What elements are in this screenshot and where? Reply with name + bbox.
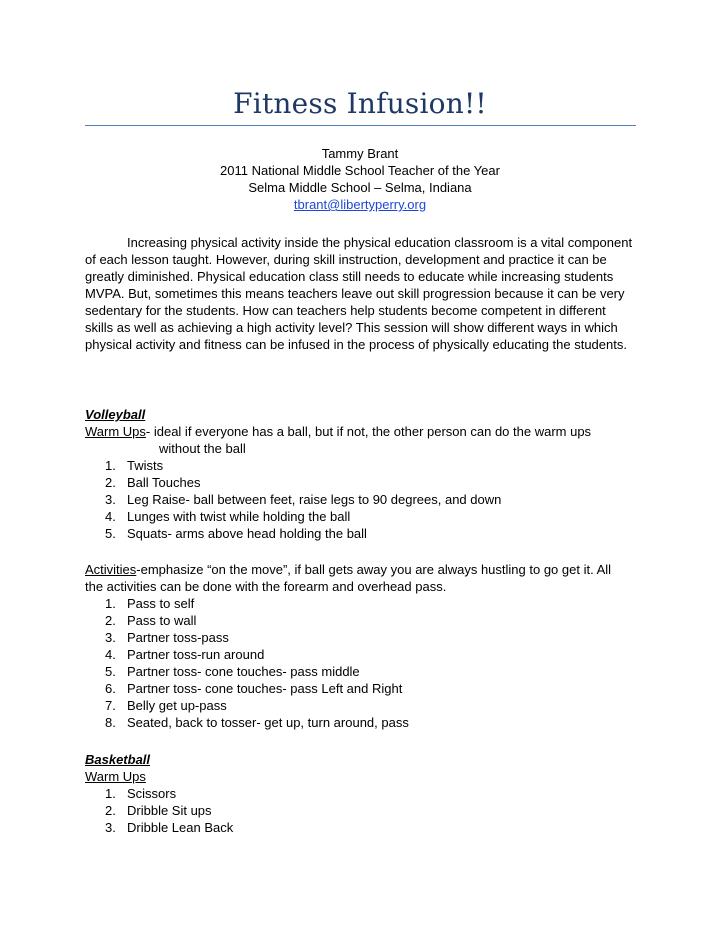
list-item: Pass to wall [127,613,197,628]
intro-line: sedentary for the students. How can teachers help students become competent in different [85,303,606,318]
title-underline-rule [85,125,636,126]
intro-line: skills as well as achieving a high activity level? This session will show different ways in which [85,320,618,335]
volleyball-activities-line [85,561,611,578]
list-number: 5. [105,664,116,679]
list-number: 3. [105,820,116,835]
list-item: Leg Raise- ball between feet, raise legs to 90 degrees, and down [127,492,502,507]
author-school: Selma Middle School – Selma, Indiana [248,180,472,195]
list-item: Partner toss-run around [127,647,265,662]
list-number: 2. [105,803,116,818]
list-item: Belly get up-pass [127,698,227,713]
list-number: 1. [105,786,116,801]
volleyball-heading: Volleyball [85,407,146,422]
list-item: Partner toss- cone touches- pass Left and Right [127,681,403,696]
list-number: 6. [105,681,116,696]
intro-line: Increasing physical activity inside the physical education classroom is a vital component [127,235,633,250]
list-number: 3. [105,492,116,507]
list-number: 2. [105,475,116,490]
volleyball-activities-label: Activities [85,562,137,577]
list-item: Dribble Sit ups [127,803,212,818]
list-item: Squats- arms above head holding the ball [127,526,367,541]
intro-line: MVPA. But, sometimes this means teachers leave out skill progression because it can be very [85,286,625,301]
list-number: 4. [105,509,116,524]
volleyball-warmups-line [85,423,591,440]
intro-line: physical activity and fitness can be infused in the process of physically educating the students. [85,337,627,352]
intro-line: of each lesson taught. However, during skill instruction, development and practice it can be [85,252,607,267]
volleyball-activities-note: -emphasize “on the move”, if ball gets away you are always hustling to go get it. All [136,562,612,577]
list-item: Seated, back to tosser- get up, turn around, pass [127,715,409,730]
author-email-line [0,196,720,213]
volleyball-warmups-label: Warm Ups [85,424,146,439]
intro-line: greatly diminished. Physical education class still needs to educate while increasing students [85,269,614,284]
author-name: Tammy Brant [321,146,399,161]
list-number: 5. [105,526,116,541]
basketball-warmups-label: Warm Ups [85,769,146,784]
author-award: 2011 National Middle School Teacher of the Year [220,163,500,178]
list-number: 4. [105,647,116,662]
volleyball-warmups-note: - ideal if everyone has a ball, but if not, the other person can do the warm ups [145,424,592,439]
list-number: 1. [105,458,116,473]
list-number: 3. [105,630,116,645]
list-item: Scissors [127,786,177,801]
volleyball-activities-note-continued: the activities can be done with the forearm and overhead pass. [85,579,447,594]
volleyball-warmups-note-continued: without the ball [159,441,246,456]
list-item: Twists [127,458,164,473]
list-item: Partner toss- cone touches- pass middle [127,664,360,679]
basketball-heading: Basketball [85,752,151,767]
list-number: 1. [105,596,116,611]
list-item: Pass to self [127,596,195,611]
list-item: Ball Touches [127,475,201,490]
author-email-link[interactable]: tbrant@libertyperry.org [293,197,427,212]
list-number: 7. [105,698,116,713]
document-title: Fitness Infusion!! [233,87,487,120]
list-item: Partner toss-pass [127,630,229,645]
list-item: Lunges with twist while holding the ball [127,509,351,524]
list-number: 2. [105,613,116,628]
list-number: 8. [105,715,116,730]
list-item: Dribble Lean Back [127,820,234,835]
